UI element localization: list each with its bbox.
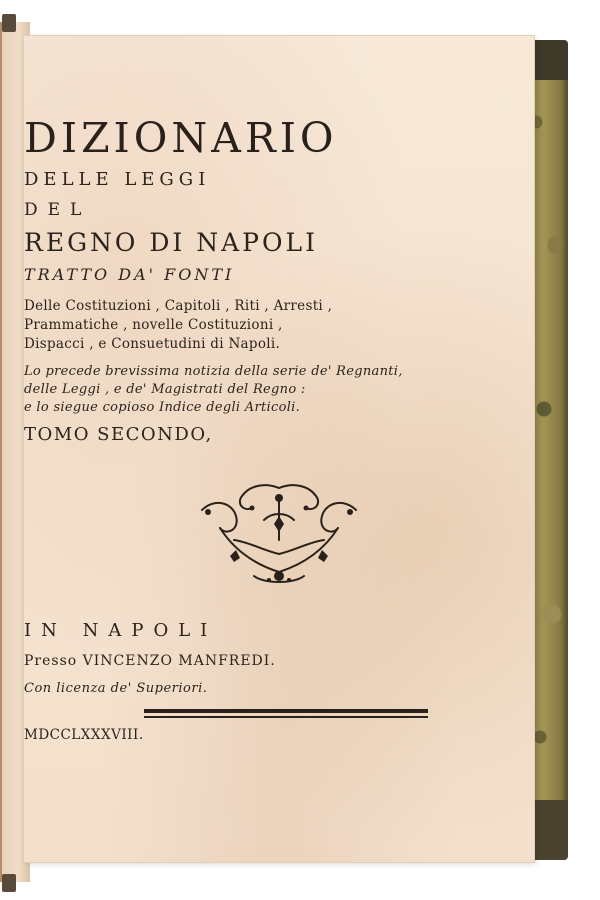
imprint-place: IN NAPOLI xyxy=(24,620,218,641)
notice-line: delle Leggi , e de' Magistrati del Regno : xyxy=(24,382,306,397)
title-line-regno: REGNO DI NAPOLI xyxy=(24,228,318,257)
title-line-del: DEL xyxy=(24,200,92,220)
notice-line: Lo precede brevissima notizia della serie de' Regnanti, xyxy=(24,364,403,379)
title-line-delle-leggi: DELLE LEGGI xyxy=(24,169,211,190)
title-page xyxy=(24,36,534,862)
spine-headcap xyxy=(528,40,568,80)
sources-line: Delle Costituzioni , Capitoli , Riti , Arresti , xyxy=(24,298,333,314)
imprint-license: Con licenza de' Superiori. xyxy=(24,681,208,696)
marbled-spine xyxy=(528,40,568,860)
rule-thin xyxy=(144,716,428,718)
rule-thick xyxy=(144,709,428,713)
sources-line: Prammatiche , novelle Costituzioni , xyxy=(24,317,283,333)
imprint-printer: Presso VINCENZO MANFREDI. xyxy=(24,653,276,669)
spine-tailcap xyxy=(528,800,568,860)
publication-date: MDCCLXXXVIII. xyxy=(24,727,144,743)
book-title: DIZIONARIO xyxy=(24,114,338,162)
notice-line: e lo siegue copioso Indice degli Articoli. xyxy=(24,400,301,415)
printer-ornament xyxy=(194,480,364,590)
double-rule xyxy=(144,709,428,719)
cover-corner-bottom xyxy=(2,874,16,892)
cover-corner-top xyxy=(2,14,16,32)
sources-line: Dispacci , e Consuetudini di Napoli. xyxy=(24,336,281,352)
title-line-tratto: TRATTO DA' FONTI xyxy=(24,265,235,284)
volume-label: TOMO SECONDO, xyxy=(24,424,213,445)
